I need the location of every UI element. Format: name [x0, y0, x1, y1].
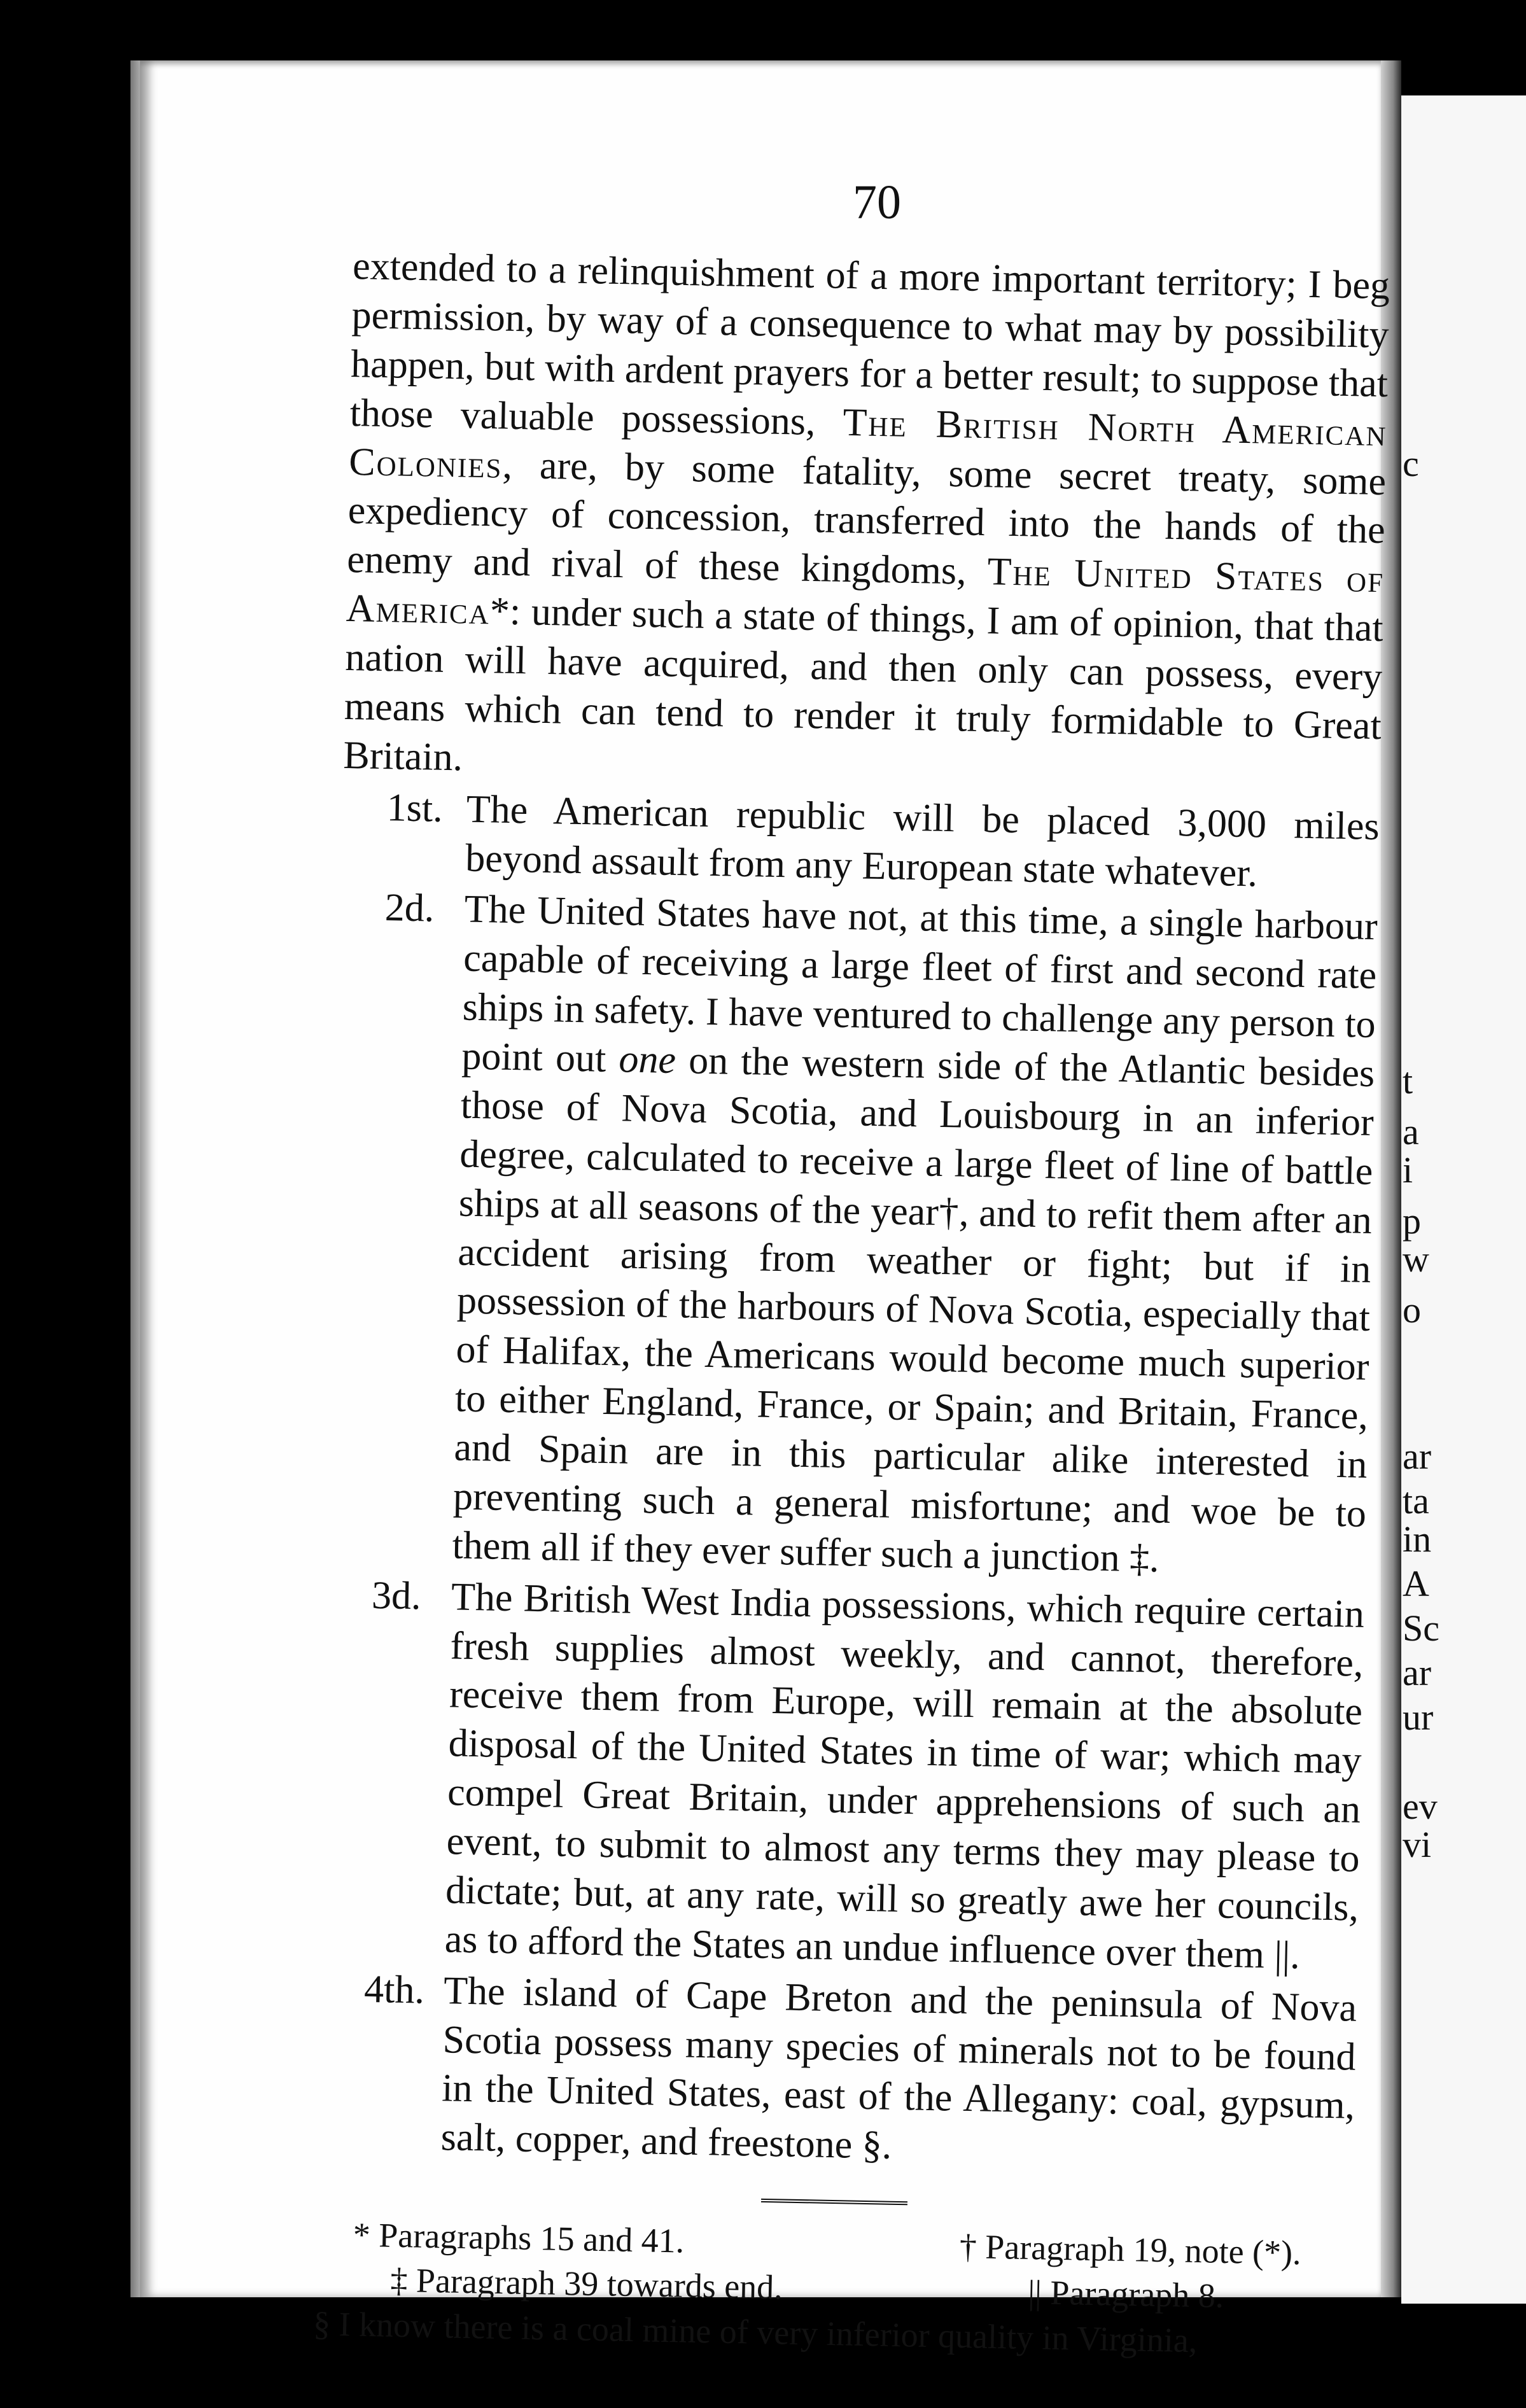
next-page-text: Sc [1403, 1607, 1439, 1649]
next-page-text: A [1403, 1563, 1429, 1604]
footnote: * Paragraphs 15 and 41. [353, 2215, 685, 2260]
intro-text: , are, by some fatality, some secret treaty, some expediency of concession, transferred into the hands of the enemy and rival of these kingdoms, [346, 443, 1387, 594]
footnote: † Paragraph 19, note (*). [959, 2227, 1302, 2272]
next-page-text: w [1403, 1238, 1429, 1280]
next-page-text: o [1403, 1289, 1421, 1331]
usa-heading: The United States of America [346, 550, 1385, 633]
body-text [313, 242, 1390, 2365]
item-number: 3d. [371, 1573, 422, 1618]
next-page-text: ta [1403, 1480, 1429, 1522]
item-text: The United States have not, at this time, a single harbour capable of receiving a large fleet of first and second rate ships in safety. I have ventured to challenge any person to point out [461, 887, 1378, 1081]
list-item [341, 782, 1380, 900]
footnote-divider [761, 2199, 907, 2208]
item-number: 1st. [386, 785, 444, 830]
next-page-text: ur [1403, 1697, 1434, 1738]
list-item [320, 1570, 1365, 1981]
intro-paragraph [343, 242, 1390, 800]
footnotes [313, 2212, 1353, 2366]
adjacent-page-fragment [1401, 95, 1526, 2304]
footnote: || Paragraph 8. [1027, 2273, 1224, 2316]
next-page-text: ar [1403, 1652, 1432, 1693]
emphasis: one [618, 1037, 676, 1082]
next-page-text: a [1403, 1111, 1419, 1152]
next-page-text: p [1403, 1200, 1421, 1242]
next-page-text: ar [1403, 1436, 1432, 1477]
colonies-heading: The British North American Colonies [348, 400, 1388, 487]
intro-text: *: under such a state of things, I am of opinion, that that nation will have acquired, and then only can possess, every means which can tend to render it truly formidable to Great Britain. [342, 589, 1384, 780]
item-text: on the western side of the Atlantic besides those of Nova Scotia, and Louisbourg in an inferior degree, calculated to receive a large fleet of line of battle ships at all seasons of the year†, and to refit them after an accident arising from weather or fight; but if in possession of the harbours of Nova Scotia, especially that of Halifax, the Americans would become much superior to either England, France, or Spain; and Britain, France, and Spain are in this particular alike interested in preventing such a general misfortune; and woe be to them all if they ever suffer such a junction ‡. [452, 1038, 1375, 1581]
item-text: The British West India possessions, which require certain fresh supplies almost weekly, and cannot, therefore, receive them from Europe, will remain at the absolute disposal of the United States in time of war; which may compel Great Britain, under apprehensions of such an event, to submit to almost any terms they may please to dictate; but, at any rate, will so greatly awe her councils, as to afford the States an undue influence over them ||. [444, 1574, 1365, 1977]
item-number: 2d. [384, 886, 435, 931]
item-text: The American republic will be placed 3,000 miles beyond assault from any European state whatever. [465, 787, 1380, 895]
next-page-text: vi [1403, 1824, 1432, 1865]
next-page-text: i [1403, 1149, 1413, 1191]
next-page-text: c [1403, 443, 1419, 484]
footnote: ‡ Paragraph 39 towards end. [389, 2261, 783, 2307]
list-item [328, 883, 1378, 1587]
page-number: 70 [853, 176, 901, 229]
next-page-text: t [1403, 1060, 1413, 1102]
item-text: The island of Cape Breton and the peninsula of Nova Scotia possess many species of minerals not to be found in the United States, east of the Allegany: coal, gypsum, salt, copper, and freestone §. [440, 1968, 1357, 2168]
list-item [316, 1964, 1357, 2180]
next-page-text: ev [1403, 1786, 1438, 1827]
intro-text: extended to a relinquishment of a more important territory; I beg permission, by way of a consequence to what may by possibility happen, but with ardent prayers for a better result; to suppose that those valuable possessions, [349, 244, 1390, 444]
footnote: § I know there is a coal mine of very inferior quality in Virginia, [312, 2304, 1198, 2360]
item-number: 4th. [363, 1967, 425, 2012]
next-page-text: in [1403, 1518, 1432, 1560]
